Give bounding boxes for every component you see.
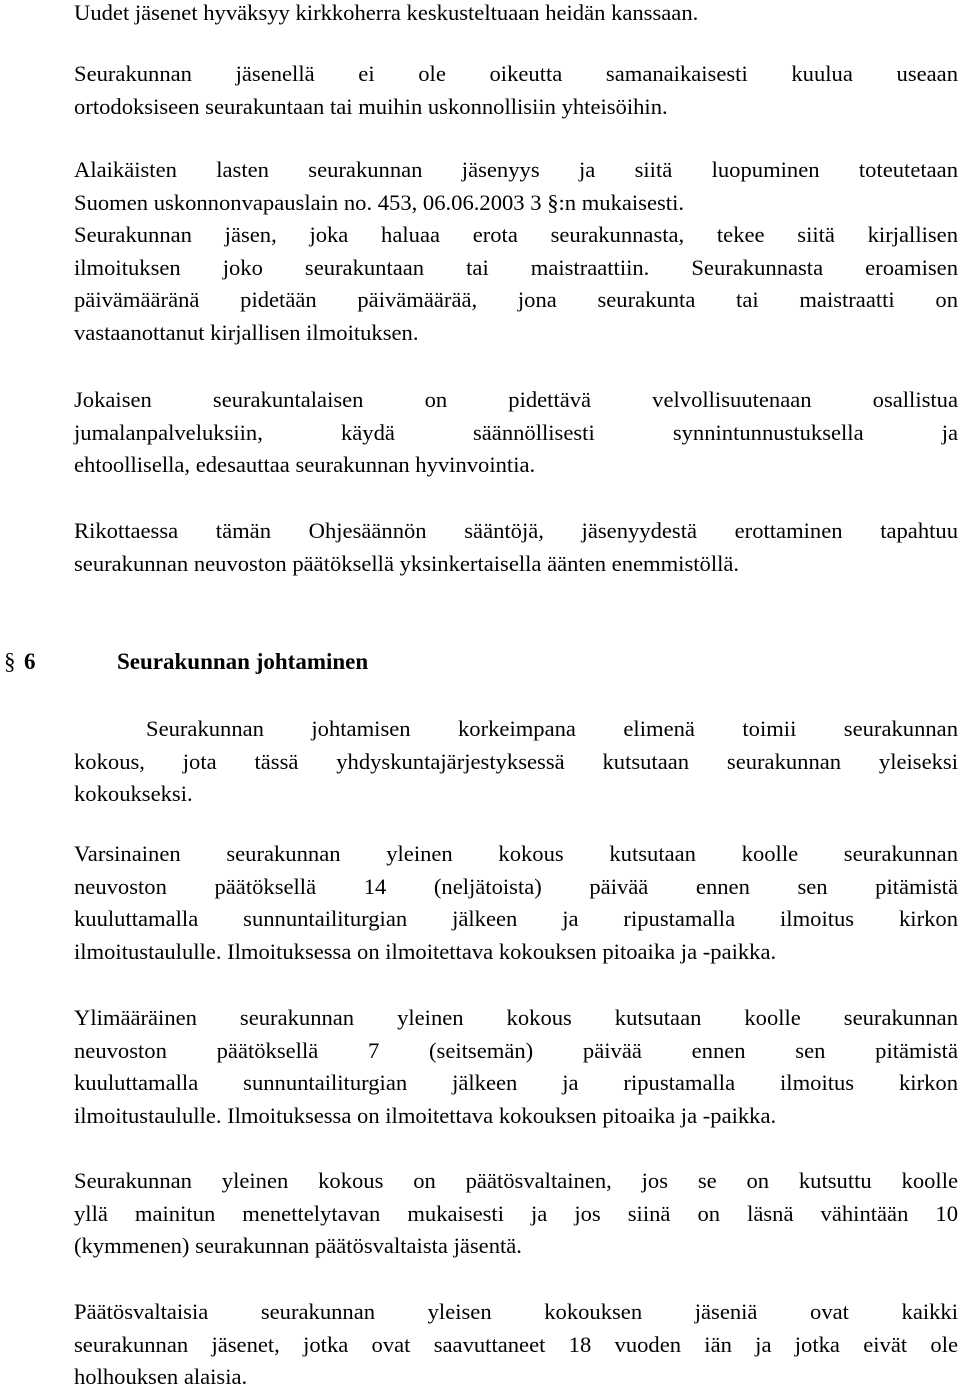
text-line: seurakunnan jäsenet, jotka ovat saavuttaneet 18 vuoden iän ja jotka eivät ole: [74, 1331, 958, 1357]
paragraph-member-duties: [74, 384, 958, 482]
text-line: kuuluttamalla sunnuntailiturgian jälkeen ja ripustamalla ilmoitus kirkon: [74, 906, 958, 932]
text-line: ortodoksiseen seurakuntaan tai muihin uskonnollisiin yhteisöihin.: [74, 93, 668, 119]
text-line: Rikottaessa tämän Ohjesäännön sääntöjä, jäsenyydestä erottaminen tapahtuu: [74, 518, 958, 543]
paragraph-new-members: [74, 0, 958, 30]
section-number: 6: [24, 649, 36, 674]
paragraph-quorum: [74, 1165, 958, 1263]
text-line: kuuluttamalla sunnuntailiturgian jälkeen ja ripustamalla ilmoitus kirkon: [74, 1070, 958, 1096]
text-line: ehtoollisella, edesauttaa seurakunnan hyvinvointia.: [74, 452, 536, 478]
text-line: Uudet jäsenet hyväksyy kirkkoherra keskusteltuaan heidän kanssaan.: [74, 0, 699, 25]
text-line: neuvoston päätöksellä 14 (neljätoista) päivää ennen sen pitämistä: [74, 873, 958, 899]
text-line: Suomen uskonnonvapauslain no. 453, 06.06.2003 3 §:n mukaisesti.: [74, 189, 684, 215]
text-line: Seurakunnan jäsenellä ei ole oikeutta samanaikaisesti kuulua useaan: [74, 61, 958, 86]
text-line: kokoukseksi.: [74, 781, 193, 807]
text-line: Varsinainen seurakunnan yleinen kokous kutsutaan koolle seurakunnan: [74, 841, 958, 866]
paragraph-membership-restriction: [74, 58, 958, 123]
text-line: Ylimääräinen seurakunnan yleinen kokous kutsutaan koolle seurakunnan: [74, 1005, 958, 1030]
paragraph-general-meeting: [74, 713, 958, 811]
text-line: Seurakunnan johtamisen korkeimpana elimenä toimii seurakunnan: [146, 716, 958, 741]
text-line: yllä mainitun menettelytavan mukaisesti ja jos siinä on läsnä vähintään 10: [74, 1200, 958, 1226]
paragraph-expulsion: [74, 515, 958, 580]
text-line: päivämääränä pidetään päivämäärää, jona seurakunta tai maistraatti on: [74, 287, 958, 313]
text-line: Päätösvaltaisia seurakunnan yleisen kokouksen jäseniä ovat kaikki: [74, 1299, 958, 1324]
text-line: kokous, jota tässä yhdyskuntajärjestyksessä kutsutaan seurakunnan yleiseksi: [74, 748, 958, 774]
text-line: jumalanpalveluksiin, käydä säännöllisesti synnintunnustuksella ja: [74, 419, 958, 445]
text-line: Jokaisen seurakuntalaisen on pidettävä velvollisuutenaan osallistua: [74, 387, 958, 412]
paragraph-regular-meeting: [74, 838, 958, 968]
section-heading: [0, 645, 960, 681]
paragraph-minors-and-resignation: [74, 154, 958, 350]
section-symbol: §: [4, 649, 16, 674]
section-title: Seurakunnan johtaminen: [117, 649, 369, 674]
text-line: neuvoston päätöksellä 7 (seitsemän) päivää ennen sen pitämistä: [74, 1037, 958, 1063]
text-line: Alaikäisten lasten seurakunnan jäsenyys ja siitä luopuminen toteutetaan: [74, 157, 958, 182]
text-line: ilmoituksen joko seurakuntaan tai maistraattiin. Seurakunnasta eroamisen: [74, 254, 958, 280]
text-line: seurakunnan neuvoston päätöksellä yksinkertaisella äänten enemmistöllä.: [74, 550, 740, 576]
text-line: vastaanottanut kirjallisen ilmoituksen.: [74, 319, 419, 345]
text-line: holhouksen alaisia.: [74, 1364, 248, 1390]
text-line: Seurakunnan yleinen kokous on päätösvaltainen, jos se on kutsuttu koolle: [74, 1168, 958, 1193]
text-line: ilmoitustaululle. Ilmoituksessa on ilmoitettava kokouksen pitoaika ja -paikka.: [74, 1102, 777, 1128]
text-line: (kymmenen) seurakunnan päätösvaltaista jäsentä.: [74, 1233, 522, 1259]
text-line: Seurakunnan jäsen, joka haluaa erota seurakunnasta, tekee siitä kirjallisen: [74, 222, 958, 248]
paragraph-extraordinary-meeting: [74, 1002, 958, 1132]
text-line: ilmoitustaululle. Ilmoituksessa on ilmoitettava kokouksen pitoaika ja -paikka.: [74, 938, 777, 964]
paragraph-voting-members: [74, 1296, 958, 1394]
